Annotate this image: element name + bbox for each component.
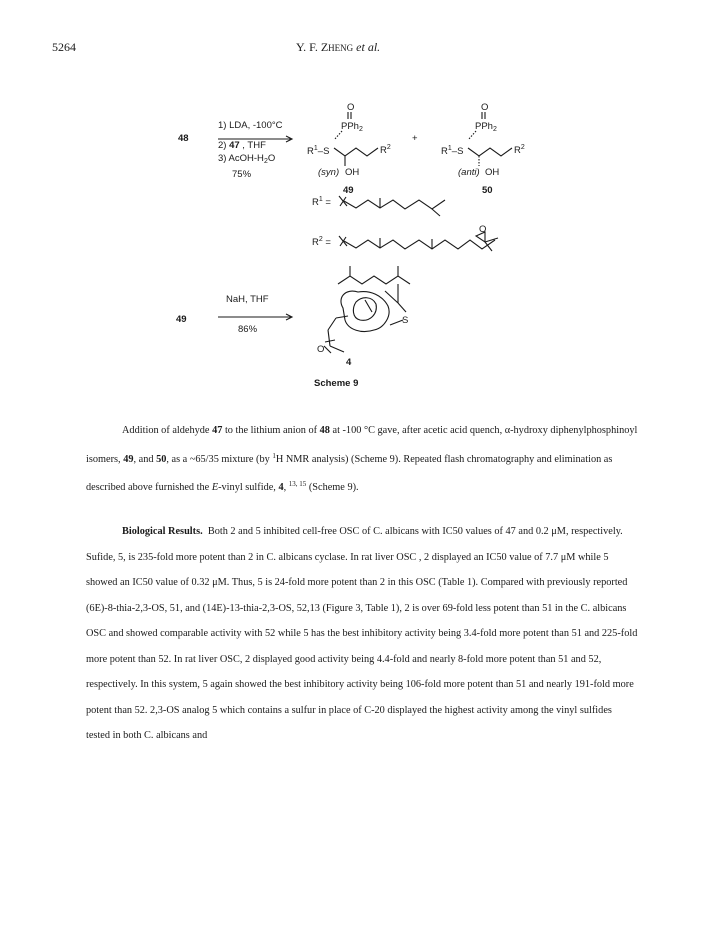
phos-oxygen-50: O: [481, 102, 489, 113]
paragraph-1: [86, 418, 638, 501]
pph2-50: PPh$_2$: [475, 121, 497, 133]
scheme-caption: Scheme 9: [314, 378, 359, 389]
step-yield: 75%: [232, 169, 252, 180]
paragraph-1-text: Addition of aldehyde 47 to the lithium anion of 48 at -100 °C gave, after acetic acid quench, α-hydroxy diphenylphosphinoyl isomers, 49, and 50, as a ~65/35 mixture (by $^1$H NMR analysis) (Scheme 9). Repeated flash chromatography and elimination as described above furnished the E-vinyl sulfide, 4, $^{13, 15}$ (Scheme 9).: [86, 425, 638, 493]
anti-label: (anti): [458, 167, 480, 178]
compound-50-label: 50: [482, 185, 493, 196]
r2-49: $R^2$: [380, 144, 391, 156]
step-1: 1) LDA, -100°C: [218, 120, 283, 131]
r1-definition: [312, 196, 445, 216]
compound-4-label: 4: [346, 357, 352, 368]
r1-s-50: $R^1-S$: [441, 145, 464, 157]
r1-s-49: $R^1-S$: [307, 145, 330, 157]
reaction2-yield: 86%: [238, 324, 258, 335]
sulfur-4: S: [402, 315, 409, 326]
oh-50: OH: [485, 167, 500, 178]
page-number: 5264: [52, 40, 76, 54]
svg-text:R1 =: $R^1$ =: [312, 196, 331, 208]
svg-text:R2 =: $R^2$ =: [312, 236, 331, 248]
step-2: 2) 47 , THF: [218, 140, 266, 151]
plus-sign: +: [412, 133, 418, 144]
biological-results-heading: Biological Results.: [122, 526, 203, 537]
paragraph-2-text: [86, 519, 638, 749]
pph2-49: PPh$_2$: [341, 121, 363, 133]
paragraph-2: [86, 519, 638, 749]
structure-49: [307, 102, 391, 196]
biological-results-body: Both 2 and 5 inhibited cell-free OSC of C. albicans with IC50 values of 47 and 0.2 μM, respectively. Sufide, 5, is 235-fold more potent than 2 in C. albicans cyclase. In rat liver OSC , 2 displayed an IC50 value of 7.7 μM while 5 showed an IC50 value of 0.32 μM. Thus, 5 is 24-fold more potent than 2 in this OSC (Table 1). Compared with previously reported (6E)-8-thia-2,3-OS, 51, and (14E)-13-thia-2,3-OS, 52,13 (Figure 3, Table 1), 2 is over 69-fold less potent than 51 in the C. albicans OSC and showed comparable activity with 52 while 5 has the best inhibitory activity being 3.4-fold more potent than 51 and 225-fold more potent than 52. In rat liver OSC, 2 displayed good activity being 4.4-fold and nearly 8-fold more potent than 51 and 52, respectively. In this system, 5 again showed the best inhibitory activity being 106-fold more potent than 51 and nearly 191-fold more potent than 52. 2,3-OS analog 5 which contains a sulfur in place of C-20 displayed the highest activity among the vinyl sulfides tested in both C. albicans and: [86, 526, 638, 741]
running-title-smallcaps: HENG: [328, 43, 354, 53]
start-compound-48: 48: [178, 133, 189, 144]
r2-definition: [312, 224, 498, 251]
compound-49-label: 49: [343, 185, 354, 196]
start-compound-49: 49: [176, 314, 187, 325]
syn-label: (syn): [318, 167, 340, 178]
structure-4: [317, 266, 410, 368]
svg-text:O: O: [479, 224, 487, 235]
epoxide-o-4: O: [317, 344, 325, 355]
running-title-start: Y. F. Z: [296, 40, 329, 54]
phos-oxygen-49: O: [347, 102, 355, 113]
structure-50: [441, 102, 525, 196]
scheme-9-structures: [0, 0, 701, 400]
oh-49: OH: [345, 167, 360, 178]
step-3: 3) AcOH-$H_2O$: [218, 153, 276, 165]
running-title-end: et al.: [353, 40, 381, 54]
reaction2-reagent: NaH, THF: [226, 294, 269, 305]
r2-50: $R^2$: [514, 144, 525, 156]
